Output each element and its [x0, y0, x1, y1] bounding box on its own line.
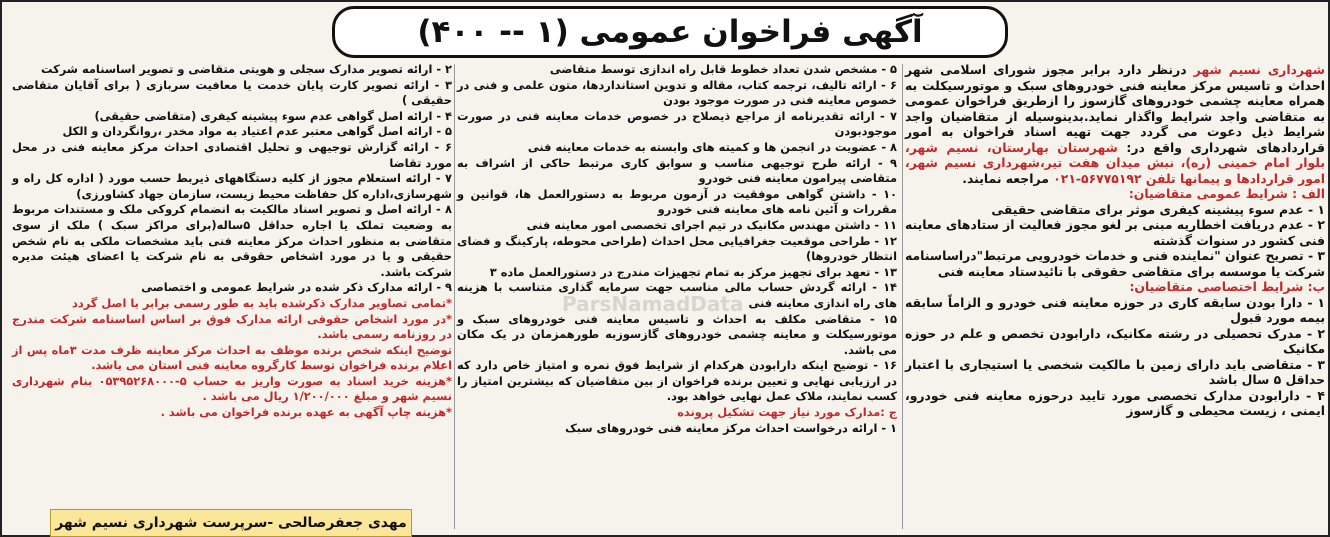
condition-item: ۹ - ارائه طرح توجیهی مناسب و سوابق کاری مرتبط حاکی از اشراف به متقاضی پیرامون معاینه فنی خودرو — [457, 155, 897, 186]
intro-org: شهرداری نسیم شهر — [1193, 62, 1325, 77]
section-a-item: ۱ - عدم سوء پیشینه کیفری موثر برای متقاضی حقیقی — [991, 201, 1325, 217]
condition-item: ۱۲ - طراحی موقعیت جغرافیایی محل احداث (طراحی محوطه، پارکینگ و فضای انتظار خودروها) — [457, 233, 897, 264]
signature-box — [50, 509, 412, 537]
note-line: *هزینه چاپ آگهی به عهده برنده فراخوان می باشد . — [160, 405, 452, 420]
note-line: *در مورد اشخاص حقوقی ارائه مدارک فوق بر اساس اساسنامه شرکت مندرج در روزنامه رسمی باشد. — [12, 311, 452, 342]
condition-item: ۱۳ - تعهد برای تجهیز مرکز به تمام تجهیزات مندرج در دستورالعمل ماده ۳ — [489, 264, 897, 279]
document-item: ۵ - ارائه اصل گواهی معتبر عدم اعتیاد به مواد مخدر ،روانگردان و الکل — [62, 124, 452, 139]
document-item: ۷ - ارائه استعلام مجوز از کلیه دستگاههای ذیربط حسب مورد ( اداره کل راه و شهرسازی،اداره کل حفاظت محیط زیست، سازمان جهاد کشاورزی) — [12, 171, 452, 201]
intro-paragraph — [905, 62, 1325, 186]
document-item: ۴ - ارائه اصل گواهی عدم سوء پیشینه کیفری (متقاضی حقیقی) — [94, 108, 452, 123]
page-title: آگهی فراخوان عمومی (۱ -- ۴۰۰) — [417, 14, 923, 50]
middle-column — [457, 62, 897, 436]
watermark-text: ParsNamadData — [562, 292, 744, 316]
document-item: ۶ - ارائه گزارش توجیهی و تحلیل اقتصادی احداث مرکز معاینه فنی در محل مورد تقاضا — [12, 139, 452, 170]
section-a-item: ۲ - عدم دریافت اخطاریه مبنی بر لغو مجوز فعالیت از ستادهای معاینه فنی کشور در سنوات گذشته — [905, 217, 1325, 248]
column-divider-right — [902, 64, 903, 529]
note-line: *هزینه خرید اسناد به صورت واریز به حساب ۵-۰۵۳۹۵۲۶۸۰۰۰ بنام شهرداری نسیم شهر و مبلغ ۱/۲۰۰/۰۰۰ ریال می باشد . — [12, 373, 452, 404]
section-b-heading: ب: شرایط اختصاصی متقاضیان: — [1129, 279, 1325, 294]
section-c-item: ۱ - ارائه درخواست احداث مرکز معاینه فنی خودروهای سبک — [565, 420, 897, 435]
condition-item: ۱۱ - داشتن مهندس مکانیک در تیم اجرای تخصصی امور معاینه فنی — [526, 217, 897, 232]
document-item: ۸ - ارائه اصل و تصویر اسناد مالکیت به انضمام کروکی ملک و مستندات مربوط به وضعیت تملک یا اجاره حداقل ۵ساله(برای مراکز سبک ) ملک از سوی متقاضی به منظور احداث مرکز معاینه فنی باید مشخصات ملکی به نام شخص حقیقی و یا در مورد اشخاص حقوقی به نام شرکت یا اعضای هیئت مدیره شرکت باشد. — [12, 202, 452, 279]
document-item: ۳ - ارائه تصویر کارت پایان خدمت یا معافیت سربازی ( برای آقایان متقاضی حقیقی ) — [12, 77, 452, 108]
section-b-item: ۴ - دارابودن مدارک تخصصی مورد تایید درحوزه معاینه فنی خودرو، ایمنی ، زیست محیطی و گازسوز — [905, 387, 1325, 418]
intro-address: شهرستان بهارستان، نسیم شهر، بلوار امام خمینی (ره)، نبش میدان هفت تیر،شهرداری نسیم شهر، امور قراردادها و پیمانها تلفن ۵۶۷۷۵۱۹۲-۰۲۱ — [905, 139, 1325, 186]
section-c-heading: ج :مدارک مورد نیاز جهت تشکیل پرونده — [677, 405, 897, 420]
condition-item: ۱۶ - توضیح اینکه دارابودن هرکدام از شرایط فوق نمره و امتیاز خاص دارد که در ارزیابی نهایی و تعیین برنده فراخوان از بین متقاضیان که بیشترین امتیاز را کسب نمایند، ملاک عمل نهایی خواهد بود. — [457, 358, 897, 404]
condition-item: ۷ - ارائه تقدیرنامه از مراجع ذیصلاح در خصوص خدمات معاینه فنی در صورت موجودبودن — [457, 108, 897, 139]
title-banner — [332, 6, 1008, 58]
section-b-item: ۲ - مدرک تحصیلی در رشته مکانیک، دارابودن تخصص و علم در حوزه مکانیک — [905, 325, 1325, 356]
section-a-heading: الف : شرایط عمومی متقاضیان: — [1128, 186, 1325, 201]
note-line: توضیح اینکه شخص برنده موظف به احداث مرکز معاینه ظرف مدت ۳ماه پس از اعلام برنده فراخوان توسط کارگروه معاینه فنی استان می باشد. — [12, 342, 452, 373]
condition-item: ۸ - عضویت در انجمن ها و کمیته های وابسته به خدمات معاینه فنی — [527, 139, 897, 154]
left-column — [12, 62, 452, 421]
condition-item: ۵ - مشخص شدن تعداد خطوط قابل راه اندازی توسط متقاضی — [549, 62, 897, 76]
condition-item: ۱۴ - ارائه گردش حساب مالی مناسب جهت سرمایه گذاری متناسب با هزینه های راه اندازی معاینه فنی — [457, 280, 897, 310]
signature-text: مهدی جعفرصالحی -سرپرست شهرداری نسیم شهر — [55, 515, 407, 531]
note-line: *تمامی تصاویر مدارک ذکرشده باید به طور رسمی برابر با اصل گردد — [72, 295, 452, 310]
column-divider-left — [454, 64, 455, 529]
section-b-item: ۱ - دارا بودن سابقه کاری در حوزه معاینه فنی خودرو و الزاماً سابقه بیمه مورد قبول — [905, 294, 1325, 325]
condition-item: ۶ - ارائه تالیف، ترجمه کتاب، مقاله و تدوین استانداردها، متون علمی و فنی در خصوص معاینه فنی در صورت موجود بودن — [457, 77, 897, 108]
section-b-item: ۳ - متقاضی باید دارای زمین با مالکیت شخصی یا استیجاری با اعتبار حداقل ۵ سال باشد — [905, 356, 1325, 387]
intro-text: درنظر دارد برابر مجوز شورای اسلامی شهر احداث و تاسیس مرکز معاینه فنی خودروهای سبک و موتورسیکلت به همراه معاینه چشمی خودروهای گازسوز را ازطریق فراخوان عمومی به متقاضی واجد شرایط واگذار نماید.بدینوسیله از متقاضیان واجد شرایط ذیل دعوت می گردد جهت تهیه اسناد فراخوان به امور قراردادهای شهرداری واقع در: — [905, 62, 1325, 155]
right-column — [905, 62, 1325, 419]
document-item: ۹ - ارائه مدارک ذکر شده در شرایط عمومی و اختصاصی — [141, 280, 452, 295]
document-item: ۲ - ارائه تصویر مدارک سجلی و هویتی متقاضی و تصویر اساسنامه شرکت — [41, 62, 452, 76]
intro-end: مراجعه نمایند. — [962, 170, 1054, 186]
condition-item: ۱۵ - متقاضی مکلف به احداث و تاسیس معاینه فنی خودروهای سبک و موتورسیکلت و معاینه چشمی خودروهای گازسوزبه طورهمزمان در یک مکان می باشد. — [457, 311, 897, 357]
section-a-item: ۳ - تصریح عنوان "نماینده فنی و خدمات خودرویی مرتبط"دراساسنامه شرکت یا موسسه برای متقاضی حقوقی با تائیدستاد معاینه فنی — [905, 248, 1325, 279]
condition-item: ۱۰ - داشتن گواهی موفقیت در آزمون مربوط به دستورالعمل ها، قوانین و مقررات و آئین نامه های معاینه فنی خودرو — [457, 186, 897, 217]
